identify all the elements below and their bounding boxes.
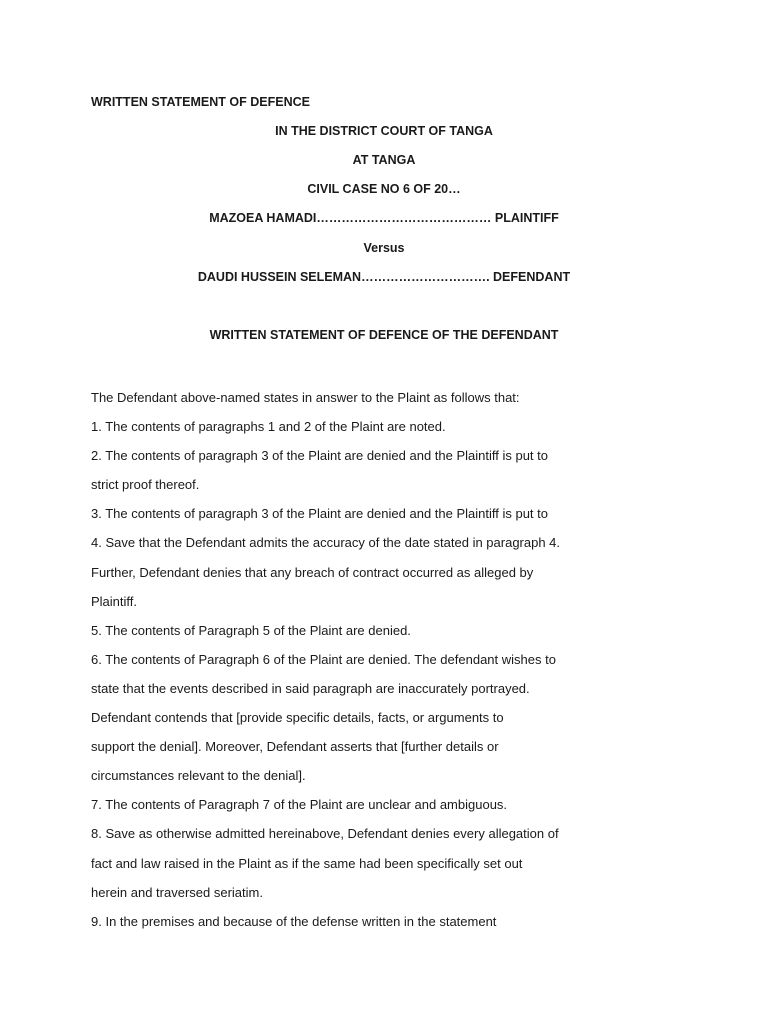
body-line: Plaintiff.: [91, 593, 138, 609]
body-line: 2. The contents of paragraph 3 of the Plaint are denied and the Plaintiff is put to: [91, 448, 548, 464]
statement-body: [91, 383, 561, 936]
body-line: 7. The contents of Paragraph 7 of the Plaint are unclear and ambiguous.: [91, 797, 508, 813]
defendant-line: DAUDI HUSSEIN SELEMAN…………………………. DEFENDANT: [197, 270, 571, 284]
court-name: IN THE DISTRICT COURT OF TANGA: [275, 124, 493, 138]
body-line: 8. Save as otherwise admitted hereinabove, Defendant denies every allegation of: [91, 826, 559, 842]
versus-label: Versus: [363, 241, 405, 255]
body-line: state that the events described in said paragraph are inaccurately portrayed.: [91, 680, 530, 696]
court-location: AT TANGA: [352, 153, 416, 167]
body-line: fact and law raised in the Plaint as if the same had been specifically set out: [91, 855, 523, 871]
body-line: The Defendant above-named states in answer to the Plaint as follows that:: [91, 390, 520, 405]
body-line: 5. The contents of Paragraph 5 of the Plaint are denied.: [91, 622, 411, 638]
statement-title: WRITTEN STATEMENT OF DEFENCE OF THE DEFENDANT: [209, 328, 559, 342]
body-line: 3. The contents of paragraph 3 of the Plaint are denied and the Plaintiff is put to: [91, 506, 548, 522]
body-line: support the denial]. Moreover, Defendant asserts that [further details or: [91, 739, 499, 755]
case-number: CIVIL CASE NO 6 OF 20…: [307, 182, 461, 196]
plaintiff-line: MAZOEA HAMADI…………………………………… PLAINTIFF: [209, 211, 559, 225]
body-line: Further, Defendant denies that any breach of contract occurred as alleged by: [91, 564, 534, 580]
document-heading: WRITTEN STATEMENT OF DEFENCE: [91, 95, 310, 109]
body-line: circumstances relevant to the denial].: [91, 768, 306, 784]
body-line: 9. In the premises and because of the defense written in the statement: [91, 913, 497, 929]
body-line: 1. The contents of paragraphs 1 and 2 of the Plaint are noted.: [91, 419, 446, 435]
body-line: 4. Save that the Defendant admits the accuracy of the date stated in paragraph 4.: [91, 535, 561, 551]
body-line: Defendant contends that [provide specific details, facts, or arguments to: [91, 710, 504, 726]
body-line: herein and traversed seriatim.: [91, 884, 263, 900]
body-line: 6. The contents of Paragraph 6 of the Plaint are denied. The defendant wishes to: [91, 651, 556, 667]
body-line: strict proof thereof.: [91, 477, 200, 493]
